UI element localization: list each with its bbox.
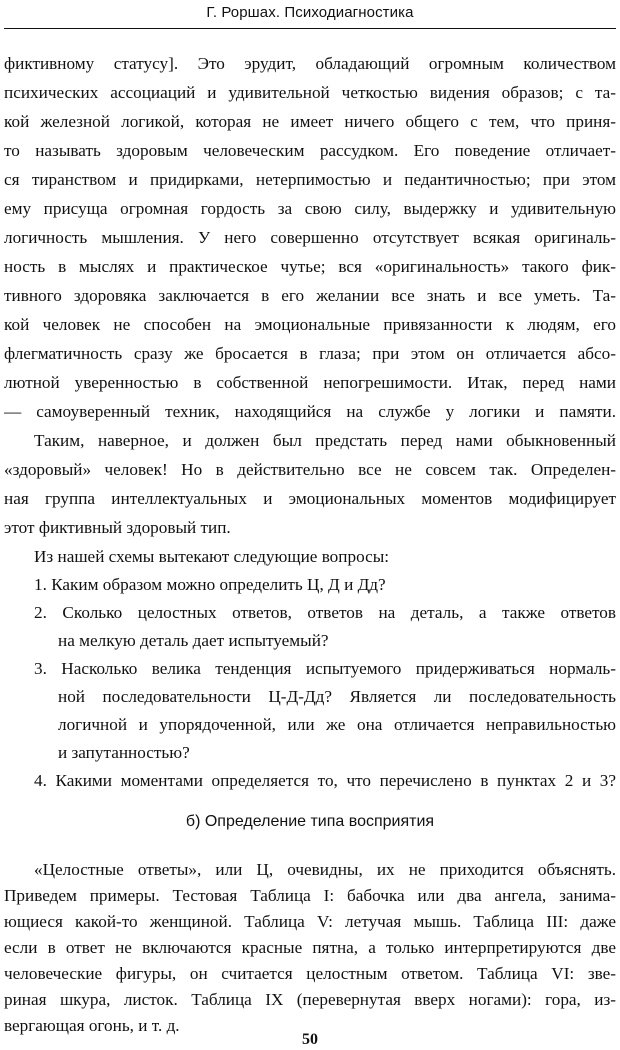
text-line: флегматичность сразу же бросается в глаза; при этом он отличается абсо-	[4, 344, 616, 363]
text-line: ющиеся какой-то женщиной. Таблица V: летучая мышь. Таблица III: даже	[4, 912, 616, 931]
section-heading: б) Определение типа восприятия	[185, 813, 435, 830]
text-line: вергающая огонь, и т. д.	[4, 1016, 180, 1035]
question-item-3: 3. Насколько велика тенденция испытуемого придерживаться нормаль-	[34, 659, 616, 678]
text-line: — самоуверенный техник, находящийся на службе у логики и памяти.	[4, 402, 616, 421]
text-line: логичной и упорядоченной, или же она отличается неправильностью	[58, 715, 616, 734]
text-line: «здоровый» человек! Но в действительно все не совсем так. Определен-	[4, 460, 616, 479]
text-line: ность в мыслях и практическое чутье; вся «оригинальность» такого фик-	[4, 257, 616, 276]
text-line: этот фиктивный здоровый тип.	[4, 518, 231, 537]
text-line: ся тиранством и придирками, нетерпимостью и педантичностью; при этом	[4, 170, 616, 189]
text-line: риная шкура, листок. Таблица IX (перевернутая вверх ногами): гора, из-	[4, 990, 616, 1009]
text-line: фиктивному статусу]. Это эрудит, обладающий огромным количеством	[4, 54, 616, 73]
text-line: ная группа интеллектуальных и эмоциональных моментов модифицирует	[4, 489, 616, 508]
text-line: Приведем примеры. Тестовая Таблица I: бабочка или два ангела, занима-	[4, 886, 616, 905]
text-line: Из нашей схемы вытекают следующие вопросы:	[34, 547, 390, 566]
question-item-2: 2. Сколько целостных ответов, ответов на деталь, а также ответов	[34, 603, 616, 622]
question-item-4: 4. Какими моментами определяется то, что перечислено в пунктах 2 и 3?	[34, 771, 616, 790]
running-header: Г. Роршах. Психодиагностика	[206, 4, 414, 21]
text-line: кой человек не способен на эмоциональные привязанности к людям, его	[4, 315, 616, 334]
text-line: психических ассоциаций и удивительной четкостью видения образов; с та-	[4, 83, 616, 102]
text-line: Таким, наверное, и должен был предстать перед нами обыкновенный	[34, 431, 616, 450]
text-line: кой железной логикой, которая не имеет ничего общего с тем, что приня-	[4, 112, 616, 131]
page-number: 50	[302, 1031, 318, 1048]
text-line: лютной уверенностью в собственной непогрешимости. Итак, перед нами	[4, 373, 616, 392]
text-line: ной последовательности Ц-Д-Дд? Является ли последовательность	[58, 687, 616, 706]
text-line: человеческие фигуры, он считается целостным ответом. Таблица VI: зве-	[4, 964, 616, 983]
question-item-1: 1. Каким образом можно определить Ц, Д и Дд?	[34, 575, 386, 594]
text-line: на мелкую деталь дает испытуемый?	[58, 631, 329, 650]
text-line: и запутанностью?	[58, 743, 190, 762]
text-line: тивного здоровяка заключается в его желании все знать и все уметь. Та-	[4, 286, 616, 305]
text-line: ему присуща огромная гордость за свою силу, выдержку и удивительную	[4, 199, 616, 218]
text-line: логичность мышления. У него совершенно отсутствует всякая оригиналь-	[4, 228, 616, 247]
text-line: если в ответ не включаются красные пятна, а только интерпретируются две	[4, 938, 616, 957]
header-divider	[4, 28, 616, 29]
text-line: то называть здоровым человеческим рассудком. Его поведение отличает-	[4, 141, 616, 160]
text-line: «Целостные ответы», или Ц, очевидны, их не приходится объяснять.	[34, 860, 616, 879]
